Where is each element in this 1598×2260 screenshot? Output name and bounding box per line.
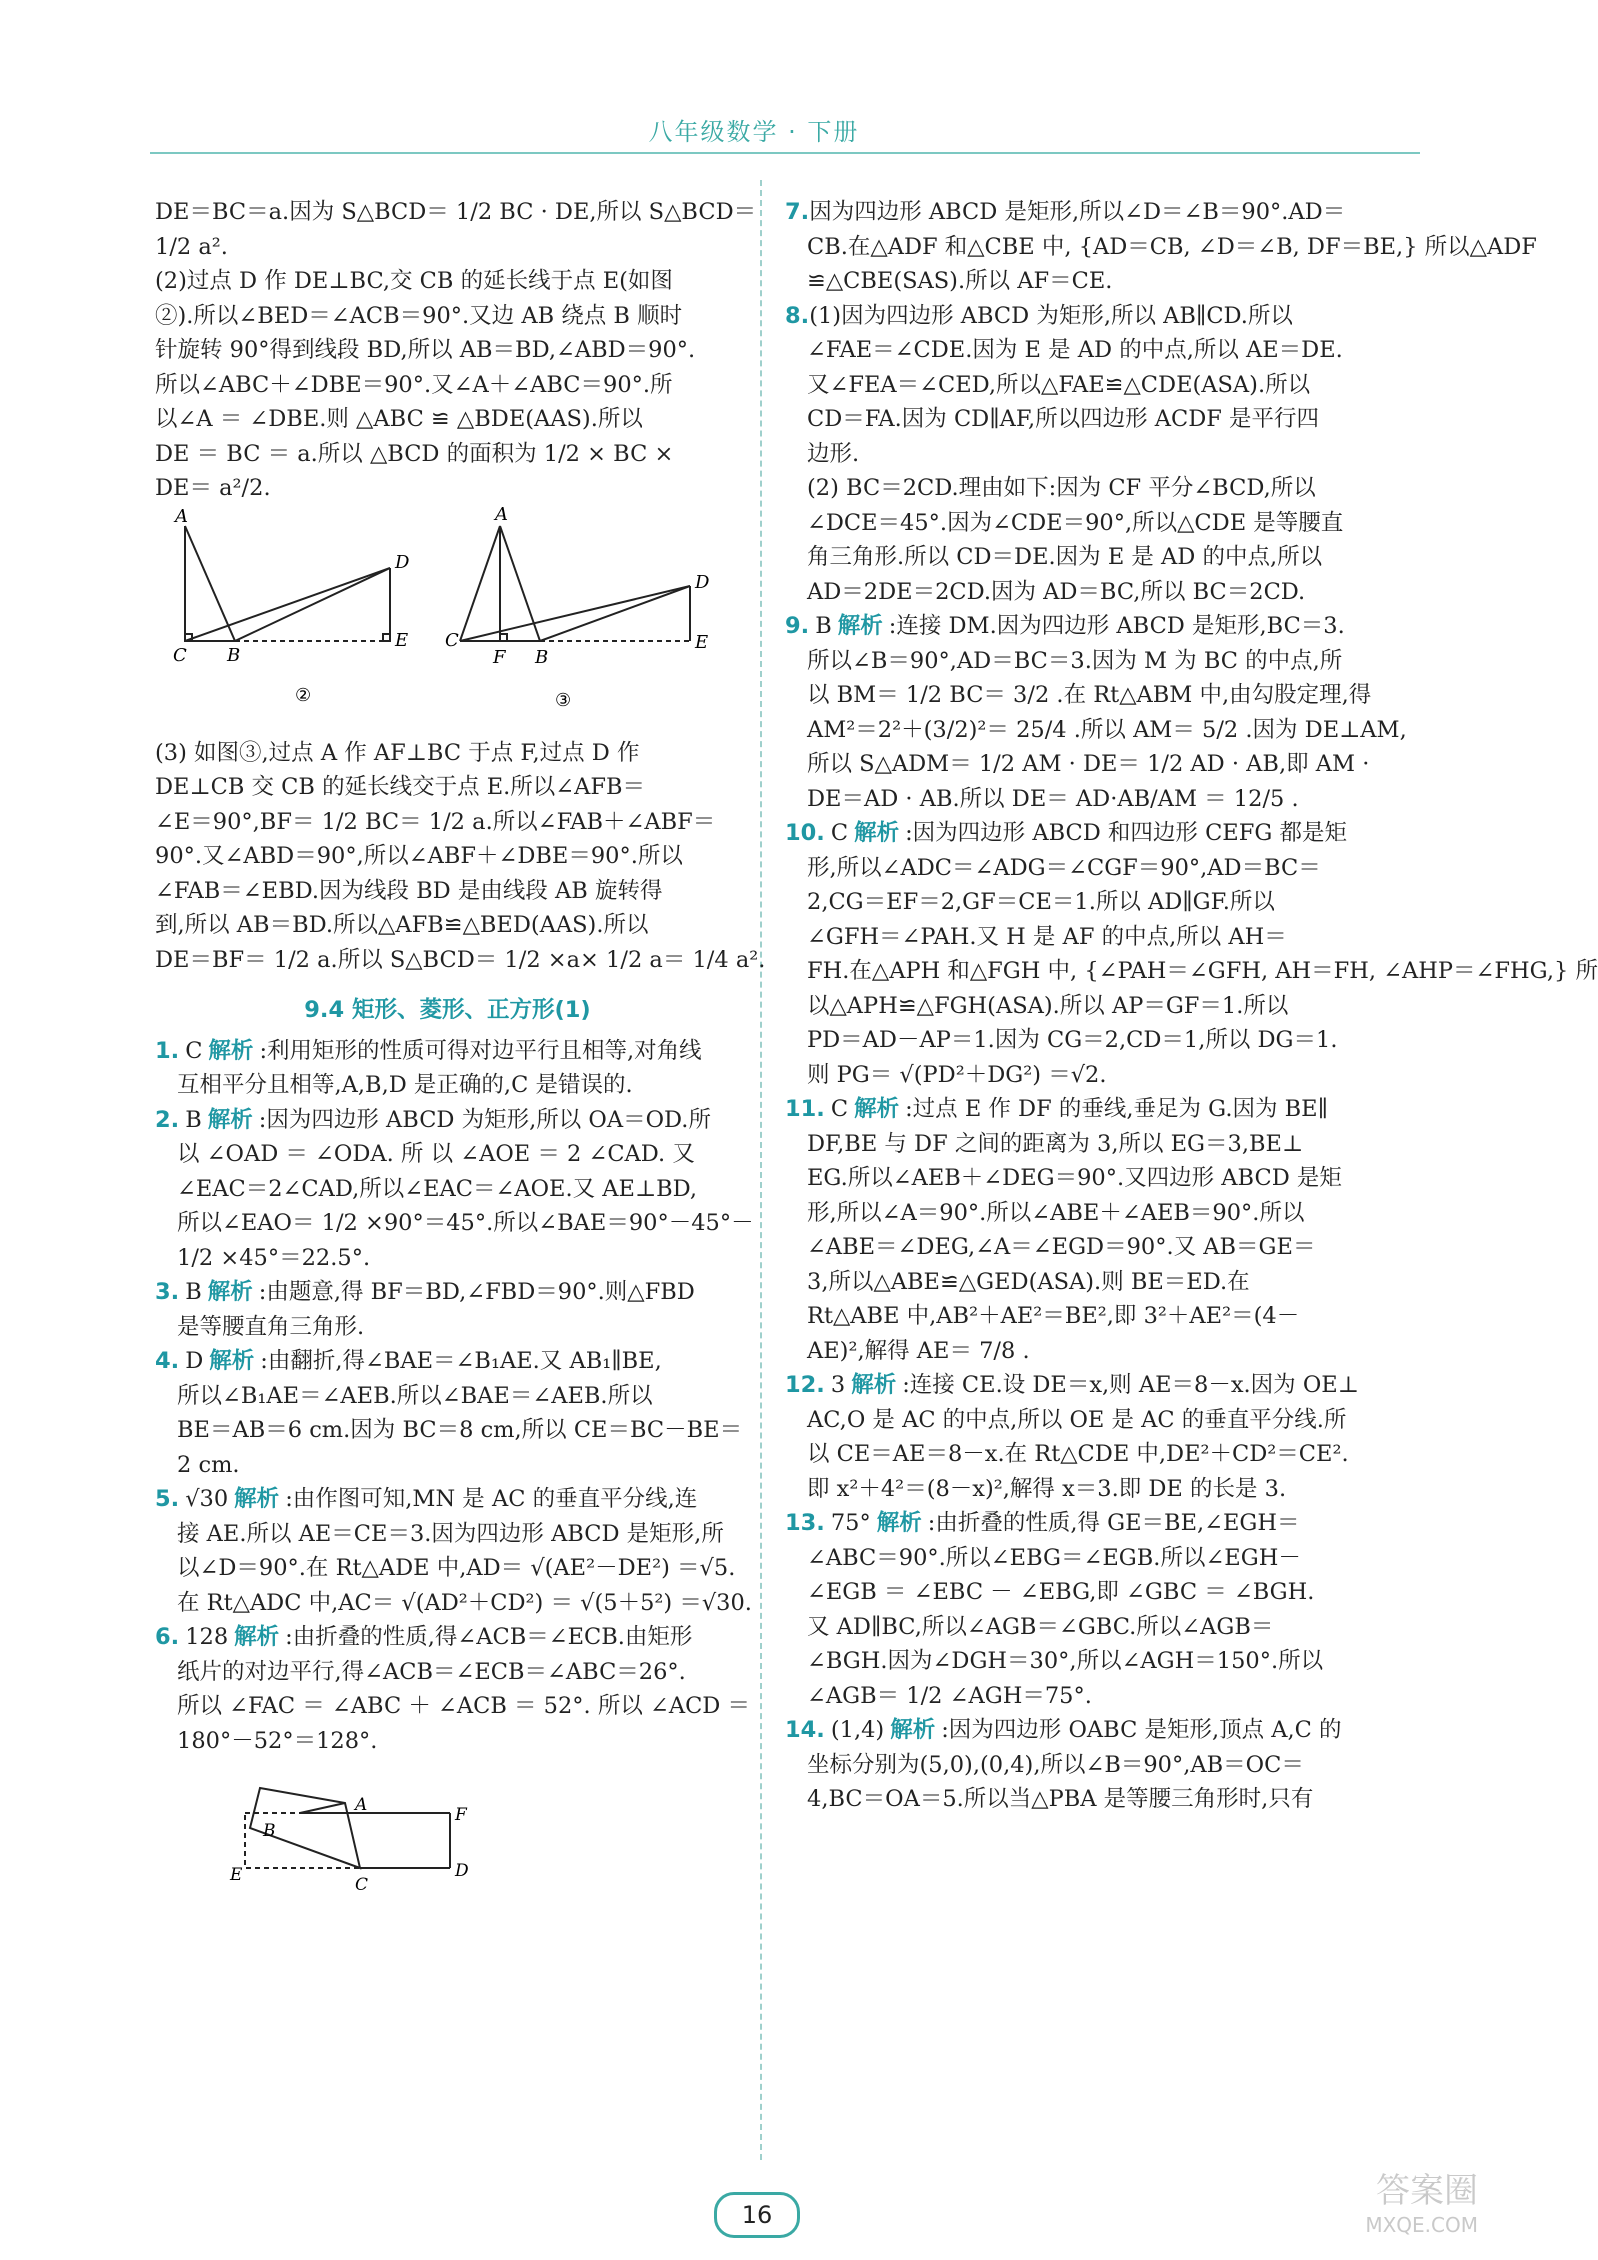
answer-text: 纸片的对边平行,得∠ACB＝∠ECB＝∠ABC＝26°. <box>177 1658 686 1685</box>
answer-text: ∠ABE＝∠DEG,∠A＝∠EGD＝90°.又 AB＝GE＝ <box>807 1234 1316 1260</box>
answer-line <box>785 195 1415 230</box>
answer-text: 又 AD∥BC,所以∠AGB＝∠GBC.所以∠AGB＝ <box>807 1613 1274 1640</box>
answer-item <box>785 1713 1415 1817</box>
answer-line <box>155 1275 740 1310</box>
answer-line <box>785 609 1415 644</box>
analysis-tag: 解析 <box>876 1510 922 1536</box>
answer-text: :因为四边形 ABCD 为矩形,所以 OA＝OD.所 <box>258 1106 711 1133</box>
answer-line <box>785 1782 1415 1817</box>
answer-line <box>785 678 1415 713</box>
text-line: 针旋转 90°得到线段 BD,所以 AB＝BD,∠ABD＝90°. <box>155 337 696 363</box>
answer-line <box>785 1506 1415 1541</box>
fig2-caption: ② <box>295 684 312 706</box>
answer-item <box>155 1620 751 1758</box>
answer-line <box>785 368 1415 403</box>
figure-3 <box>460 526 690 641</box>
answer-text: PD＝AD－AP＝1.因为 CG＝2,CD＝1,所以 DG＝1. <box>807 1027 1338 1053</box>
text-line: 1/2 a². <box>155 233 228 260</box>
answer-text: AD＝2DE＝2CD.因为 AD＝BC,所以 BC＝2CD. <box>807 578 1306 605</box>
watermark-logo: 答案圈 <box>1376 2171 1478 2211</box>
answer-line <box>155 1137 740 1172</box>
fig3-label-D: D <box>695 571 710 593</box>
answer-line <box>785 1058 1415 1093</box>
answer-line <box>785 1265 1415 1300</box>
answer-choice: C <box>830 820 849 846</box>
answer-text: 边形. <box>807 440 860 467</box>
answer-number: 9. <box>785 613 810 639</box>
answer-line <box>155 1344 740 1379</box>
fig2-label-A: A <box>175 505 188 527</box>
answer-number: 11. <box>785 1096 825 1122</box>
answer-text: 4,BC＝OA＝5.所以当△PBA 是等腰三角形时,只有 <box>807 1786 1314 1812</box>
answer-text: ∠FAE＝∠CDE.因为 E 是 AD 的中点,所以 AE＝DE. <box>807 337 1343 363</box>
answer-line <box>785 299 1415 334</box>
answer-item <box>785 609 1415 816</box>
fig6-label-F: F <box>455 1805 467 1825</box>
answer-line <box>155 1482 740 1517</box>
answer-line <box>785 540 1415 575</box>
answer-choice: 3 <box>830 1372 846 1398</box>
answer-text: :利用矩形的性质可得对边平行且相等,对角线 <box>259 1037 702 1064</box>
answer-line <box>155 1620 740 1655</box>
answer-text: 则 PG＝ √(PD²＋DG²) ＝√2. <box>807 1061 1107 1088</box>
answer-line <box>785 1230 1415 1265</box>
answer-item <box>785 1092 1415 1368</box>
answer-text: 因为四边形 ABCD 是矩形,所以∠D＝∠B＝90°.AD＝ <box>809 199 1346 225</box>
answer-line <box>785 782 1415 817</box>
answer-choice: B <box>185 1106 202 1133</box>
left-column <box>155 195 766 1918</box>
answer-number: 4. <box>155 1348 180 1374</box>
analysis-tag: 解析 <box>207 1106 253 1133</box>
figures-2-3 <box>155 503 740 736</box>
answer-text: 互相平分且相等,A,B,D 是正确的,C 是错误的. <box>177 1072 633 1098</box>
text-line: DE＝BC＝a.因为 S△BCD＝ 1/2 BC · DE,所以 S△BCD＝ <box>155 199 757 225</box>
answer-line <box>785 402 1415 437</box>
answer-line <box>155 1586 752 1621</box>
analysis-tag: 解析 <box>890 1717 936 1743</box>
answer-number: 2. <box>155 1106 180 1133</box>
fig6-label-E: E <box>230 1865 243 1885</box>
answer-line <box>785 885 1415 920</box>
answer-line <box>785 230 1537 265</box>
answer-item <box>155 1482 752 1620</box>
answer-text: EG.所以∠AEB＋∠DEG＝90°.又四边形 ABCD 是矩 <box>807 1165 1342 1191</box>
watermark <box>1365 2171 1478 2242</box>
text-line: 90°.又∠ABD＝90°,所以∠ABF＋∠DBE＝90°.所以 <box>155 843 683 869</box>
answer-text: ∠ABC＝90°.所以∠EBG＝∠EGB.所以∠EGH－ <box>807 1544 1301 1571</box>
answer-line <box>785 575 1415 610</box>
answer-number: 10. <box>785 820 825 846</box>
answer-line <box>785 989 1415 1024</box>
answer-text: 3,所以△ABE≌△GED(ASA).则 BE＝ED.在 <box>807 1268 1250 1295</box>
answer-choice: B <box>815 613 832 639</box>
answer-number: 8. <box>785 302 810 329</box>
fig6-label-B: B <box>263 1821 276 1841</box>
answer-text: 即 x²＋4²＝(8－x)²,解得 x＝3.即 DE 的长是 3. <box>807 1475 1287 1502</box>
answer-line <box>155 1068 740 1103</box>
text-line: ∠FAB＝∠EBD.因为线段 BD 是由线段 AB 旋转得 <box>155 877 663 904</box>
answer-line <box>155 1413 743 1448</box>
text-line: ∠E＝90°,BF＝ 1/2 BC＝ 1/2 a.所以∠FAB＋∠ABF＝ <box>155 808 716 835</box>
answer-choice: 128 <box>185 1624 229 1650</box>
text-line: ②).所以∠BED＝∠ACB＝90°.又边 AB 绕点 B 顺时 <box>155 302 683 329</box>
answer-text: BE＝AB＝6 cm.因为 BC＝8 cm,所以 CE＝BC－BE＝ <box>177 1417 743 1443</box>
answer-line <box>155 1172 740 1207</box>
analysis-tag: 解析 <box>207 1279 253 1305</box>
answer-line <box>155 1310 740 1345</box>
fig3-caption: ③ <box>555 689 572 711</box>
answer-text: AC,O 是 AC 的中点,所以 OE 是 AC 的垂直平分线.所 <box>807 1406 1347 1433</box>
column-divider <box>760 180 762 2160</box>
page-number: 16 <box>714 2192 800 2238</box>
text-line: DE＝BF＝ 1/2 a.所以 S△BCD＝ 1/2 ×a× 1/2 a＝ 1/4 a². <box>155 946 766 973</box>
answer-text: 所以∠B＝90°,AD＝BC＝3.因为 M 为 BC 的中点,所 <box>807 647 1343 674</box>
fig3-label-A: A <box>495 503 508 525</box>
answer-item <box>155 1103 754 1276</box>
page-header: 八年级数学 · 下册 <box>648 118 860 146</box>
answer-text: Rt△ABE 中,AB²＋AE²＝BE²,即 3²＋AE²＝(4－ <box>807 1303 1300 1329</box>
text-line: 以∠A ＝ ∠DBE.则 △ABC ≌ △BDE(AAS).所以 <box>155 406 643 432</box>
answer-line <box>785 1610 1415 1645</box>
answer-line <box>785 1196 1415 1231</box>
text-line: DE＝ a²/2. <box>155 475 271 501</box>
answer-text: 以 CE＝AE＝8－x.在 Rt△CDE 中,DE²＋CD²＝CE². <box>807 1441 1349 1467</box>
answer-text: 所以 ∠FAC ＝ ∠ABC ＋ ∠ACB ＝ 52°. 所以 ∠ACD ＝ <box>177 1693 751 1719</box>
answer-text: ≌△CBE(SAS).所以 AF＝CE. <box>807 268 1113 294</box>
answer-text: DE＝AD · AB.所以 DE＝ AD·AB/AM ＝ 12/5 . <box>807 785 1299 812</box>
answer-text: CD＝FA.因为 CD∥AF,所以四边形 ACDF 是平行四 <box>807 406 1320 432</box>
answer-item <box>785 195 1537 299</box>
answer-text: 1/2 ×45°＝22.5°. <box>177 1244 371 1271</box>
answer-line <box>785 1575 1415 1610</box>
answer-line <box>785 713 1415 748</box>
analysis-tag: 解析 <box>851 1372 897 1398</box>
answer-item <box>785 816 1598 1092</box>
answer-text: (1)因为四边形 ABCD 为矩形,所以 AB∥CD.所以 <box>809 302 1293 329</box>
fig2-label-D: D <box>395 551 410 573</box>
analysis-tag: 解析 <box>234 1486 280 1512</box>
answer-line <box>785 747 1415 782</box>
answer-choice: B <box>185 1279 202 1305</box>
answer-text: :因为四边形 OABC 是矩形,顶点 A,C 的 <box>941 1717 1342 1743</box>
answer-line <box>785 506 1415 541</box>
fig3-label-C: C <box>445 629 459 651</box>
answer-text: ∠DCE＝45°.因为∠CDE＝90°,所以△CDE 是等腰直 <box>807 509 1344 536</box>
answer-line <box>155 1448 740 1483</box>
answer-choice: √30 <box>185 1486 229 1512</box>
answer-text: 坐标分别为(5,0),(0,4),所以∠B＝90°,AB＝OC＝ <box>807 1751 1304 1778</box>
fig2-label-C: C <box>173 644 187 666</box>
answer-line <box>785 920 1415 955</box>
text-line: (3) 如图③,过点 A 作 AF⊥BC 于点 F,过点 D 作 <box>155 739 640 766</box>
answer-number: 7. <box>785 199 810 225</box>
answer-item <box>155 1344 743 1482</box>
answer-line <box>155 1689 751 1724</box>
answer-text: :连接 CE.设 DE＝x,则 AE＝8－x.因为 OE⊥ <box>902 1372 1359 1398</box>
answer-text: :由折叠的性质,得 GE＝BE,∠EGH＝ <box>927 1510 1300 1536</box>
analysis-tag: 解析 <box>854 820 900 846</box>
fig3-label-E: E <box>695 631 709 653</box>
answer-choice: (1,4) <box>830 1717 885 1743</box>
answer-choice: C <box>185 1037 203 1064</box>
answer-text: 所以∠B₁AE＝∠AEB.所以∠BAE＝∠AEB.所以 <box>177 1382 653 1409</box>
analysis-tag: 解析 <box>234 1624 280 1650</box>
answer-line <box>785 1437 1415 1472</box>
answer-choice: 75° <box>830 1510 871 1536</box>
answer-line <box>785 264 1415 299</box>
analysis-tag: 解析 <box>209 1348 255 1374</box>
analysis-tag: 解析 <box>208 1037 254 1064</box>
text-line: 到,所以 AB＝BD.所以△AFB≌△BED(AAS).所以 <box>155 912 649 938</box>
figure-6 <box>155 1758 740 1918</box>
answer-text: 所以∠EAO＝ 1/2 ×90°＝45°.所以∠BAE＝90°－45°－ <box>177 1210 754 1236</box>
answer-number: 3. <box>155 1279 180 1305</box>
answer-text: (2) BC＝2CD.理由如下:因为 CF 平分∠BCD,所以 <box>807 475 1316 501</box>
folding-figure <box>155 1758 740 1918</box>
answer-number: 13. <box>785 1510 825 1536</box>
fig6-label-C: C <box>355 1875 369 1895</box>
text-line: 所以∠ABC＋∠DBE＝90°.又∠A＋∠ABC＝90°.所 <box>155 371 673 398</box>
answer-number: 12. <box>785 1372 825 1398</box>
answer-item <box>785 299 1415 610</box>
answer-text: AE)²,解得 AE＝ 7/8 . <box>807 1337 1030 1364</box>
answer-text: :由折叠的性质,得∠ACB＝∠ECB.由矩形 <box>285 1624 693 1650</box>
answer-text: 以 ∠OAD ＝ ∠ODA. 所 以 ∠AOE ＝ 2 ∠CAD. 又 <box>177 1141 695 1167</box>
answer-item <box>785 1506 1415 1713</box>
answer-number: 14. <box>785 1717 825 1743</box>
answer-line <box>785 333 1415 368</box>
answer-line <box>785 954 1598 989</box>
answer-text: :由题意,得 BF＝BD,∠FBD＝90°.则△FBD <box>258 1279 695 1305</box>
answer-line <box>785 851 1415 886</box>
text-line: DE⊥CB 交 CB 的延长线交于点 E.所以∠AFB＝ <box>155 774 646 800</box>
answer-choice: D <box>185 1348 204 1374</box>
answer-line <box>785 1368 1415 1403</box>
answer-line <box>785 1748 1415 1783</box>
answer-text: 形,所以∠A＝90°.所以∠ABE＋∠AEB＝90°.所以 <box>807 1199 1305 1226</box>
fig6-label-D: D <box>455 1861 469 1881</box>
answer-line <box>785 471 1415 506</box>
answer-line <box>155 1724 740 1759</box>
answer-text: :连接 DM.因为四边形 ABCD 是矩形,BC＝3. <box>888 613 1345 639</box>
answer-line <box>785 1092 1415 1127</box>
fig2-label-B: B <box>227 644 241 666</box>
answer-text: FH.在△APH 和△FGH 中, {∠PAH＝∠GFH, AH＝FH, ∠AHP＝∠FHG,} 所 <box>807 958 1598 984</box>
answer-text: AM²＝2²＋(3/2)²＝ 25/4 .所以 AM＝ 5/2 .因为 DE⊥AM, <box>807 716 1407 743</box>
answer-line <box>785 1472 1415 1507</box>
answer-text: 在 Rt△ADC 中,AC＝ √(AD²＋CD²) ＝ √(5＋5²) ＝√30. <box>177 1589 752 1616</box>
answer-line <box>785 1161 1415 1196</box>
answer-line <box>155 1034 740 1069</box>
figure-2 <box>185 526 390 641</box>
answer-text: 所以 S△ADM＝ 1/2 AM · DE＝ 1/2 AD · AB,即 AM · <box>807 751 1370 777</box>
answer-number: 5. <box>155 1486 180 1512</box>
right-column <box>785 195 1598 1817</box>
text-line: (2)过点 D 作 DE⊥BC,交 CB 的延长线于点 E(如图 <box>155 268 673 294</box>
answer-line <box>155 1103 740 1138</box>
fig3-label-F: F <box>493 646 506 668</box>
answer-text: 接 AE.所以 AE＝CE＝3.因为四边形 ABCD 是矩形,所 <box>177 1520 724 1547</box>
answer-line <box>785 1403 1415 1438</box>
answer-number: 1. <box>155 1037 180 1064</box>
answer-line <box>155 1206 754 1241</box>
answer-text: ∠GFH＝∠PAH.又 H 是 AF 的中点,所以 AH＝ <box>807 923 1287 950</box>
answer-line <box>785 1127 1415 1162</box>
answer-line <box>785 1679 1415 1714</box>
answer-text: 角三角形.所以 CD＝DE.因为 E 是 AD 的中点,所以 <box>807 544 1323 570</box>
answer-text: 以∠D＝90°.在 Rt△ADE 中,AD＝ √(AE²－DE²) ＝√5. <box>177 1555 736 1581</box>
answer-line <box>155 1517 740 1552</box>
answer-line <box>785 1713 1415 1748</box>
analysis-tag: 解析 <box>854 1096 900 1122</box>
analysis-tag: 解析 <box>837 613 883 639</box>
geometry-figures <box>155 503 740 736</box>
answer-text: :由作图可知,MN 是 AC 的垂直平分线,连 <box>285 1486 698 1512</box>
answer-text: ∠EGB ＝ ∠EBC － ∠EBG,即 ∠GBC ＝ ∠BGH. <box>807 1579 1315 1605</box>
answer-item <box>785 1368 1415 1506</box>
answer-text: 以△APH≌△FGH(ASA).所以 AP＝GF＝1.所以 <box>807 992 1289 1019</box>
answer-text: 180°－52°＝128°. <box>177 1727 378 1754</box>
answer-text: ∠BGH.因为∠DGH＝30°,所以∠AGH＝150°.所以 <box>807 1648 1324 1674</box>
answer-line <box>785 1023 1415 1058</box>
answer-line <box>785 644 1415 679</box>
answer-text: 2,CG＝EF＝2,GF＝CE＝1.所以 AD∥GF.所以 <box>807 889 1275 915</box>
answer-line <box>155 1241 740 1276</box>
answer-text: CB.在△ADF 和△CBE 中, {AD＝CB, ∠D＝∠B, DF＝BE,} 所以△ADF <box>807 233 1537 260</box>
fig6-label-A: A <box>355 1795 368 1815</box>
text-line: DE ＝ BC ＝ a.所以 △BCD 的面积为 1/2 × BC × <box>155 440 674 467</box>
answer-line <box>785 437 1415 472</box>
answer-line <box>785 1334 1415 1369</box>
answer-text: 是等腰直角三角形. <box>177 1313 365 1340</box>
answer-text: :过点 E 作 DF 的垂线,垂足为 G.因为 BE∥ <box>905 1096 1328 1122</box>
answer-text: :由翻折,得∠BAE＝∠B₁AE.又 AB₁∥BE, <box>260 1348 662 1374</box>
answer-text: 以 BM＝ 1/2 BC＝ 3/2 .在 Rt△ABM 中,由勾股定理,得 <box>807 682 1372 708</box>
answer-text: 形,所以∠ADC＝∠ADG＝∠CGF＝90°,AD＝BC＝ <box>807 854 1321 881</box>
answer-text: ∠AGB＝ 1/2 ∠AGH＝75°. <box>807 1682 1092 1709</box>
watermark-url: MXQE.COM <box>1365 2213 1478 2237</box>
answer-choice: C <box>830 1096 849 1122</box>
answer-line <box>155 1379 740 1414</box>
fig3-label-B: B <box>535 646 549 668</box>
answer-text: 2 cm. <box>177 1451 240 1478</box>
section-title: 9.4 矩形、菱形、正方形(1) <box>304 997 591 1023</box>
answer-item <box>155 1034 740 1103</box>
fig2-label-E: E <box>395 629 409 651</box>
answer-line <box>155 1655 740 1690</box>
answer-line <box>785 1644 1415 1679</box>
answer-text: ∠EAC＝2∠CAD,所以∠EAC＝∠AOE.又 AE⊥BD, <box>177 1175 698 1202</box>
answer-text: 又∠FEA＝∠CED,所以△FAE≌△CDE(ASA).所以 <box>807 371 1311 398</box>
answer-text: DF,BE 与 DF 之间的距离为 3,所以 EG＝3,BE⊥ <box>807 1130 1304 1157</box>
answer-line <box>785 816 1415 851</box>
answer-number: 6. <box>155 1624 180 1650</box>
answer-text: :因为四边形 ABCD 和四边形 CEFG 都是矩 <box>905 820 1347 846</box>
answer-line <box>785 1299 1415 1334</box>
answer-item <box>155 1275 740 1344</box>
header-rule <box>150 152 1420 154</box>
answer-line <box>785 1541 1415 1576</box>
answer-line <box>155 1551 740 1586</box>
